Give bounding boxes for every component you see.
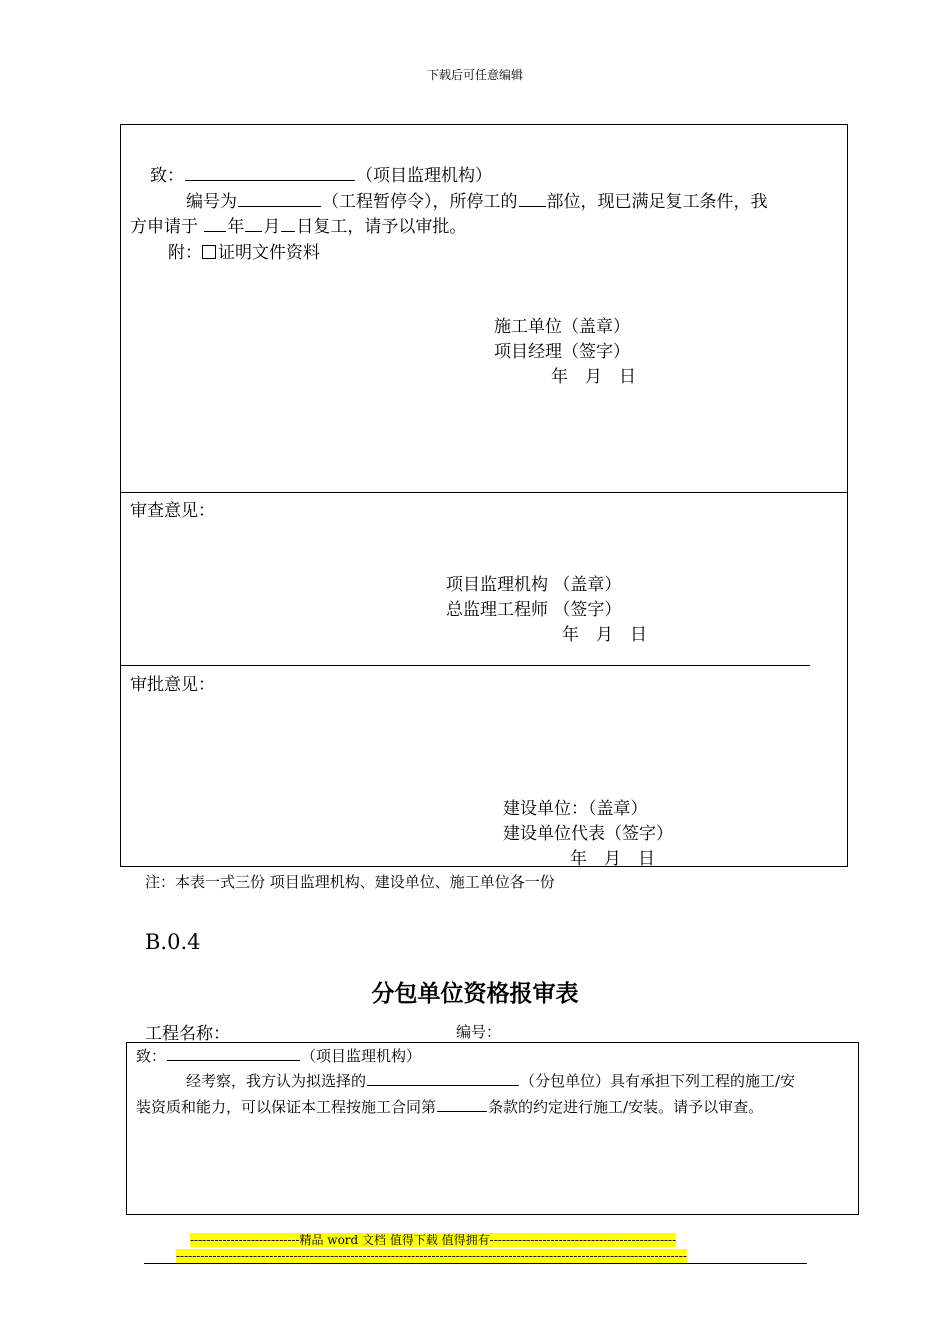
form-note: 注：本表一式三份 项目监理机构、建设单位、施工单位各一份 <box>145 873 555 891</box>
year-blank[interactable] <box>204 216 226 232</box>
approve-unit: 建设单位：（盖章） <box>503 799 648 819</box>
form2-line3-suffix: 条款的约定进行施工/安装。请予以审查。 <box>488 1098 764 1116</box>
signature-manager: 项目经理（签字） <box>494 342 630 362</box>
clause-blank[interactable] <box>437 1098 487 1112</box>
review-org: 项目监理机构 （盖章） <box>446 575 622 595</box>
form2-addressee-line <box>136 1045 421 1066</box>
footer-watermark-2: ------------------------------------------------------------------------------------------------------------------------------ <box>176 1249 687 1263</box>
month-label: 月 <box>263 217 281 237</box>
subcontractor-qualification-form <box>126 1042 859 1215</box>
addressee-blank[interactable] <box>185 165 355 181</box>
attach-prefix: 附： <box>168 243 202 263</box>
form2-to-prefix: 致： <box>136 1047 167 1065</box>
attachment-line <box>168 238 320 263</box>
line3-day: 日复工，请予以审批。 <box>296 217 467 237</box>
number-label: 编号： <box>456 1023 502 1041</box>
footer-rule <box>144 1263 807 1264</box>
form-divider-approve <box>120 665 810 666</box>
footer-line-2 <box>176 1245 687 1264</box>
approve-rep: 建设单位代表（签字） <box>503 824 673 844</box>
form2-line-1 <box>186 1070 795 1091</box>
day-blank[interactable] <box>281 216 295 232</box>
form2-line-2 <box>136 1096 763 1117</box>
request-line-2 <box>130 212 466 237</box>
form-divider-review <box>120 492 848 493</box>
signature-unit: 施工单位（盖章） <box>494 317 630 337</box>
form2-addressee-blank[interactable] <box>167 1047 300 1061</box>
footer-watermark-1: ---------------------------精品 word 文档 值得下载 值得拥有---------------------------------------------- <box>190 1233 677 1247</box>
year-label: 年 <box>227 217 245 237</box>
form2-line3-prefix: 装资质和能力，可以保证本工程按施工合同第 <box>136 1098 437 1116</box>
to-prefix: 致： <box>150 166 184 186</box>
to-suffix: （项目监理机构） <box>356 166 492 186</box>
signature-date: 年 月 日 <box>551 367 636 387</box>
review-date: 年 月 日 <box>562 625 647 645</box>
section-code: B.0.4 <box>145 930 201 954</box>
line3-prefix: 方申请于 <box>130 217 198 237</box>
approve-label: 审批意见： <box>130 675 215 695</box>
request-line-1 <box>186 187 768 212</box>
review-engineer: 总监理工程师 （签字） <box>446 600 622 620</box>
project-name-label: 工程名称： <box>145 1024 230 1044</box>
form2-line2-prefix: 经考察，我方认为拟选择的 <box>186 1072 367 1090</box>
month-blank[interactable] <box>245 216 262 232</box>
page-header: 下载后可任意编辑 <box>426 68 523 82</box>
line2-mid: （工程暂停令），所停工的 <box>322 192 518 212</box>
attachment-checkbox[interactable] <box>202 245 216 259</box>
form2-to-suffix: （项目监理机构） <box>301 1047 422 1065</box>
addressee-line <box>150 161 492 186</box>
order-number-blank[interactable] <box>238 191 321 207</box>
line2-prefix: 编号为 <box>186 192 237 212</box>
attach-label: 证明文件资料 <box>218 243 320 263</box>
form2-line2-suffix: （分包单位）具有承担下列工程的施工/安 <box>520 1072 796 1090</box>
subcontractor-blank[interactable] <box>367 1072 519 1086</box>
stopped-part-blank[interactable] <box>519 191 546 207</box>
approve-date: 年 月 日 <box>570 849 655 869</box>
line2-suffix: 部位，现已满足复工条件，我 <box>546 192 768 212</box>
review-label: 审查意见： <box>130 501 215 521</box>
form-title: 分包单位资格报审表 <box>371 981 579 1007</box>
